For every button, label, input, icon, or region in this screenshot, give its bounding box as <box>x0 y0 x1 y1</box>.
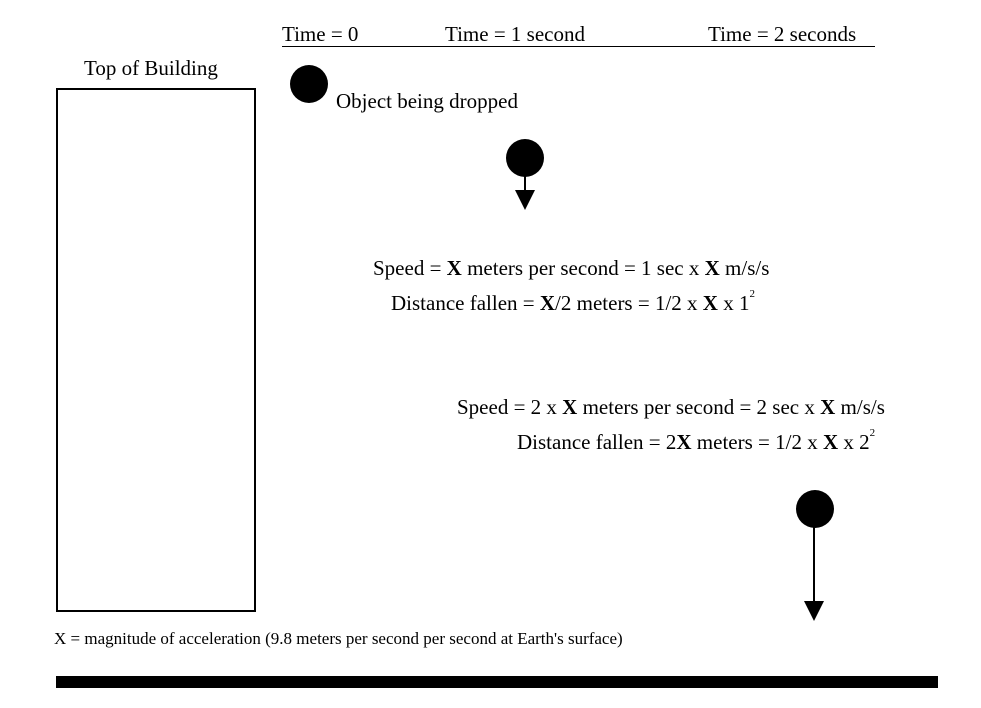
building-label: Top of Building <box>84 56 218 80</box>
velocity-arrow-shaft-time-1 <box>524 175 526 191</box>
time-0-label: Time = 0 <box>282 22 359 46</box>
time-2-label: Time = 2 seconds <box>708 22 857 46</box>
header-underline <box>282 46 875 47</box>
velocity-arrowhead-time-1 <box>515 190 535 210</box>
object-ball-time-1 <box>506 139 544 177</box>
distance-equation-time-2: Distance fallen = 2X meters = 1/2 x X x $2^2$ <box>517 427 876 454</box>
velocity-arrowhead-time-2 <box>804 601 824 621</box>
speed-equation-time-2: Speed = 2 x X meters per second = 2 sec x X m/s/s <box>457 395 885 419</box>
object-ball-time-2 <box>796 490 834 528</box>
time-1-label: Time = 1 second <box>445 22 585 46</box>
speed-equation-time-1: Speed = X meters per second = 1 sec x X m/s/s <box>373 256 770 280</box>
object-ball-time-0 <box>290 65 328 103</box>
velocity-arrow-shaft-time-2 <box>813 526 815 602</box>
distance-equation-time-1: Distance fallen = X/2 meters = 1/2 x X x $1^2$ <box>391 288 755 315</box>
footnote: X = magnitude of acceleration (9.8 meters per second per second at Earth's surface) <box>54 629 623 648</box>
building <box>56 88 256 612</box>
object-label: Object being dropped <box>336 89 518 113</box>
ground-bar <box>56 676 938 688</box>
